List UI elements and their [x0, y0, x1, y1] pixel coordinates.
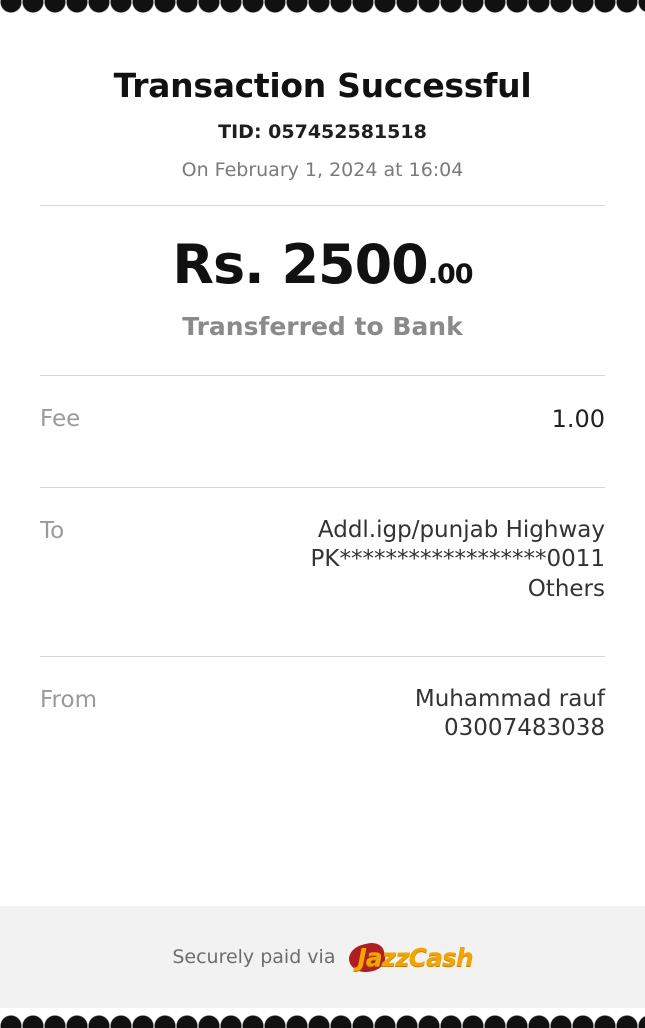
row-value-line: PK******************0011: [310, 546, 605, 573]
row-label-fee: Fee: [40, 406, 81, 432]
row-value-line: Addl.igp/punjab Highway: [317, 516, 605, 543]
jazzcash-logo-icon: [349, 936, 472, 978]
row-value-line: 03007483038: [444, 715, 605, 742]
amount-block: [40, 206, 605, 351]
receipt-body: [0, 20, 645, 1008]
page-title: Transaction Successful: [113, 66, 532, 105]
footer-text: Securely paid via: [172, 946, 336, 968]
amount-label: Transferred to Bank: [182, 312, 463, 341]
row-value-line: Muhammad rauf: [414, 686, 605, 713]
logo-brand-second: Cash: [408, 942, 473, 972]
transaction-datetime: On February 1, 2024 at 16:04: [181, 159, 464, 181]
row-value-to: [311, 516, 606, 604]
row-label-from: From: [40, 687, 97, 714]
row-value-line: Others: [527, 575, 605, 602]
table-row: [40, 488, 605, 632]
receipt-footer: [0, 906, 645, 1008]
receipt-bottom-scallop-edge: [0, 1008, 645, 1028]
row-label-to: To: [40, 517, 65, 544]
table-row: [40, 376, 605, 463]
receipt-top-scallop-edge: [0, 0, 645, 20]
table-row: [40, 657, 605, 772]
row-value-fee: [552, 404, 605, 435]
amount-value: [40, 233, 605, 296]
logo-brand-first: Jazz: [357, 942, 409, 972]
transaction-id: TID: 057452581518: [218, 121, 427, 143]
amount-minor: .00: [427, 259, 473, 290]
row-value-from: [415, 685, 605, 744]
row-value-line: 1.00: [551, 405, 605, 433]
receipt-content: [0, 20, 645, 772]
amount-major: Rs. 2500: [172, 233, 428, 296]
